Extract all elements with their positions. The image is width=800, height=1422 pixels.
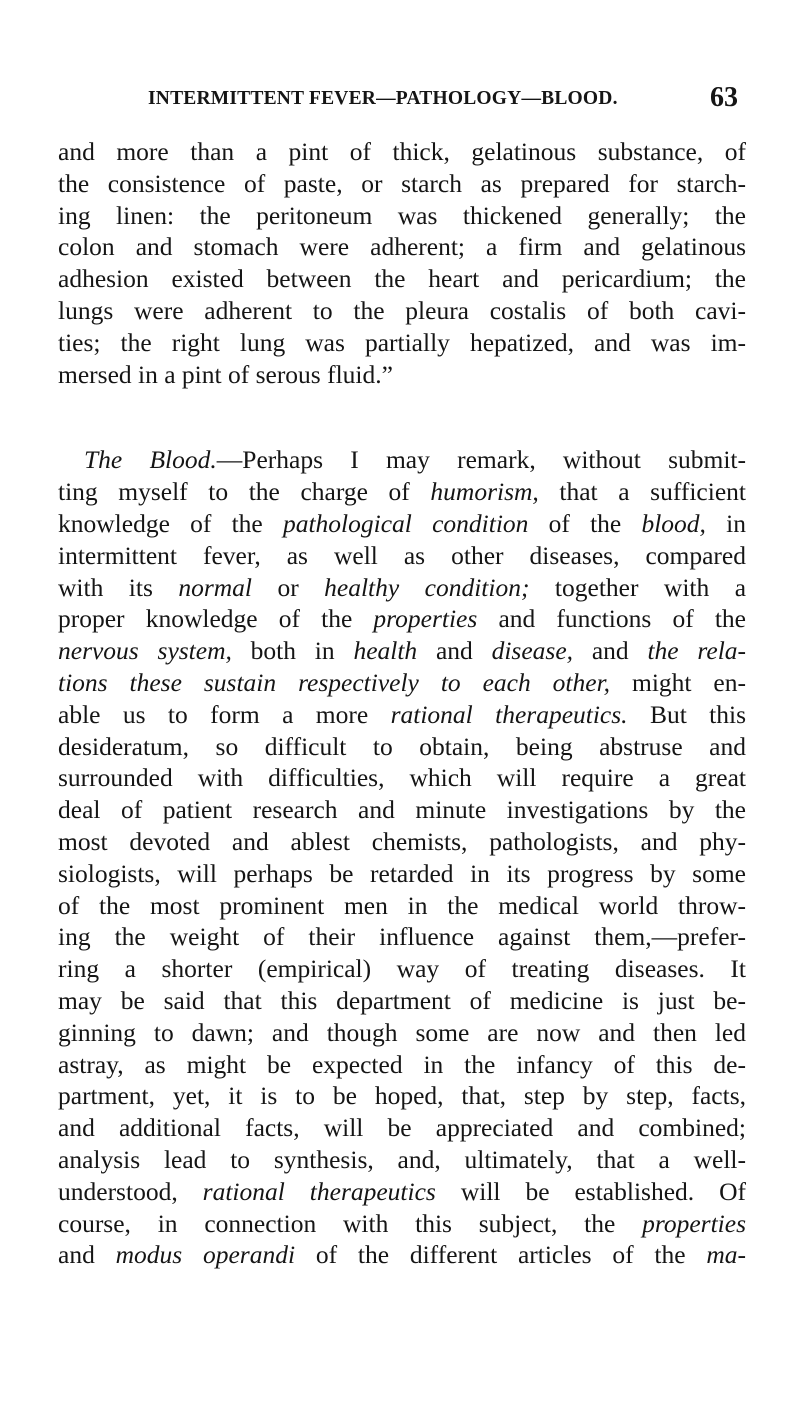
text-run: ting myself to the charge of <box>58 477 431 507</box>
emphasis: properties <box>373 604 478 634</box>
text-line: partment, yet, it is to be hoped, that, step by step, facts, <box>58 1081 746 1111</box>
text-run: of the <box>528 508 642 538</box>
paragraph-autopsy-quote <box>58 136 746 390</box>
text-line: ties; the right lung was partially hepatized, and was im- <box>58 327 746 357</box>
text-line <box>58 572 746 604</box>
emphasis: modus operandi <box>115 1240 296 1270</box>
emphasis: health <box>353 636 418 666</box>
text-line <box>58 444 746 476</box>
page-number: 63 <box>710 82 738 113</box>
text-line: the consistence of paste, or starch as prepared for starch- <box>58 168 746 198</box>
text-run: will be established. Of <box>435 1176 747 1206</box>
text-line: astray, as might be expected in the infancy of this de- <box>58 1049 746 1079</box>
text-line: adhesion existed between the heart and pericardium; the <box>58 264 746 294</box>
emphasis: the rela- <box>647 636 747 666</box>
text-run: knowledge of the <box>58 508 283 538</box>
text-run: and <box>417 636 492 666</box>
emphasis: healthy condition; <box>324 572 530 602</box>
text-run: and <box>58 1240 116 1270</box>
emphasis: rational therapeutics. <box>390 699 628 729</box>
text-line: of the most prominent men in the medical world throw- <box>58 890 746 920</box>
emphasis: ma- <box>706 1240 747 1270</box>
text-run: and functions of the <box>477 604 746 634</box>
text-run: understood, <box>58 1176 203 1206</box>
text-line: colon and stomach were adherent; a firm and gelatinous <box>58 232 746 262</box>
text-line: ginning to dawn; and though some are now and then led <box>58 1017 746 1047</box>
text-run: in <box>705 508 746 538</box>
text-line <box>58 1239 746 1271</box>
text-line: surrounded with difficulties, which will require a great <box>58 763 746 793</box>
emphasis: blood, <box>641 508 706 538</box>
text-line <box>58 508 746 540</box>
emphasis: humorism, <box>430 477 539 507</box>
text-line <box>58 476 746 508</box>
text-run: or <box>252 572 325 602</box>
text-line <box>58 699 746 731</box>
text-line <box>58 1176 746 1208</box>
running-head <box>118 82 738 116</box>
text-line <box>58 635 746 667</box>
text-run: proper knowledge of the <box>58 604 374 634</box>
text-line: may be said that this department of medicine is just be- <box>58 985 746 1015</box>
emphasis: properties <box>642 1208 746 1238</box>
text-line: ing the weight of their influence against them,—prefer- <box>58 922 746 952</box>
section-heading: The Blood. <box>84 445 217 475</box>
emphasis: normal <box>178 572 253 602</box>
emphasis: disease, <box>491 636 574 666</box>
text-run: that a sufficient <box>538 477 746 507</box>
text-run: and <box>573 636 648 666</box>
text-line: siologists, will perhaps be retarded in its progress by some <box>58 858 746 888</box>
text-line <box>58 1208 746 1240</box>
running-title: INTERMITTENT FEVER—PATHOLOGY—BLOOD. <box>148 88 618 109</box>
emphasis: rational therapeutics <box>202 1176 436 1206</box>
text-line <box>58 667 746 699</box>
text-line: deal of patient research and minute investigations by the <box>58 795 746 825</box>
text-line: desideratum, so difficult to obtain, being abstruse and <box>58 731 746 761</box>
paragraph-spacer <box>58 390 746 444</box>
text-line: mersed in a pint of serous fluid.” <box>58 359 393 389</box>
text-run: course, in connection with this subject, the <box>58 1208 643 1238</box>
text-run: able us to form a more <box>58 699 391 729</box>
text-line: lungs were adherent to the pleura costalis of both cavi- <box>58 295 746 325</box>
text-line: ing linen: the peritoneum was thickened generally; the <box>58 200 746 230</box>
body-text <box>58 136 746 1271</box>
text-line: most devoted and ablest chemists, pathologists, and phy- <box>58 826 746 856</box>
paragraph-the-blood <box>58 444 746 1271</box>
emphasis: nervous system, <box>58 636 232 666</box>
text-run: might en- <box>610 667 746 697</box>
emphasis: tions these sustain respectively to each other, <box>58 667 611 697</box>
text-line: analysis lead to synthesis, and, ultimately, that a well- <box>58 1144 746 1174</box>
text-run: both in <box>231 636 354 666</box>
text-line <box>58 603 746 635</box>
emphasis: pathological condition <box>282 508 529 538</box>
text-line: intermittent fever, as well as other diseases, compared <box>58 540 746 570</box>
text-line: ring a shorter (empirical) way of treating diseases. It <box>58 954 746 984</box>
text-line: and additional facts, will be appreciated and combined; <box>58 1113 746 1143</box>
text-run: —Perhaps I may remark, without submit- <box>216 445 746 475</box>
text-run: with its <box>58 572 179 602</box>
text-run: But this <box>627 699 747 729</box>
text-run: of the different articles of the <box>295 1240 707 1270</box>
text-line: and more than a pint of thick, gelatinous substance, of <box>58 137 746 166</box>
text-run: together with a <box>529 572 747 602</box>
